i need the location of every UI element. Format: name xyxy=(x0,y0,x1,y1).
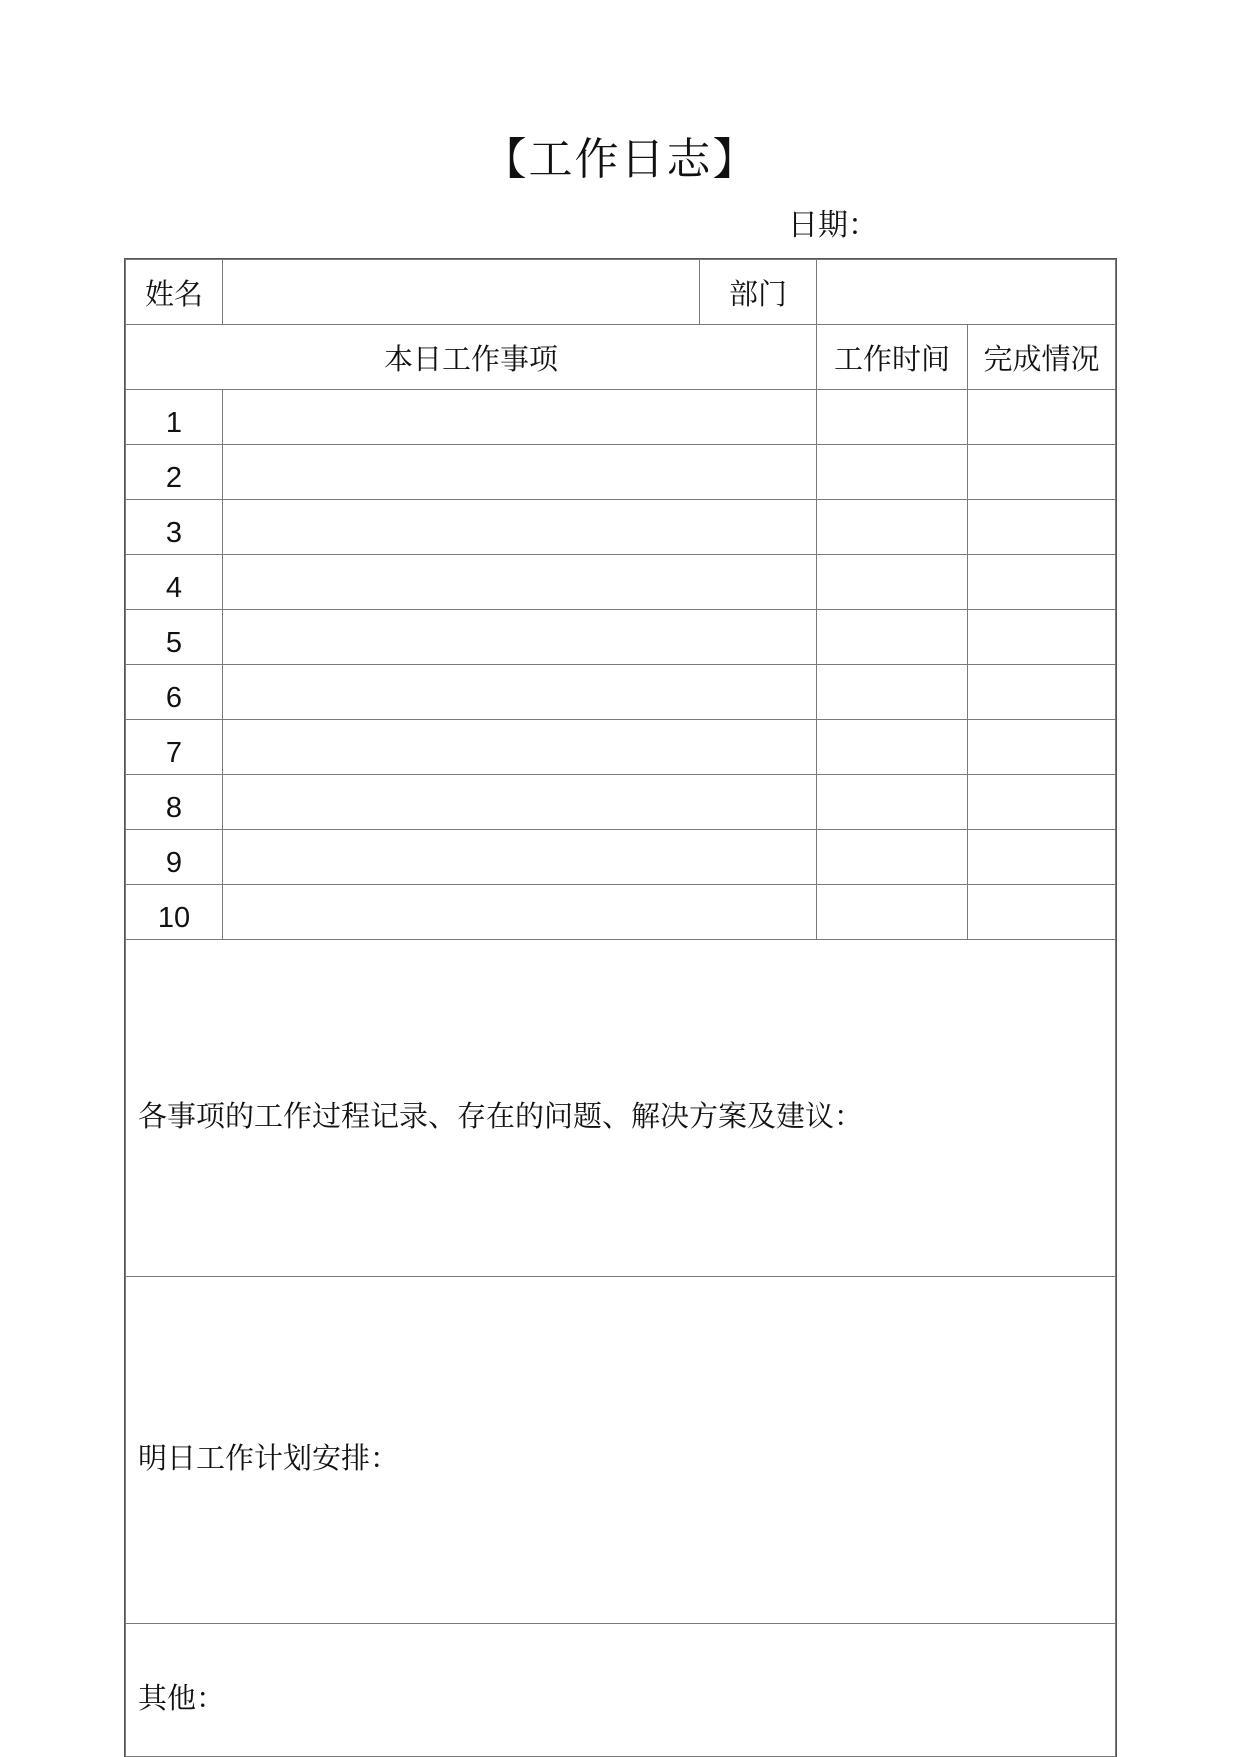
status-cell[interactable] xyxy=(968,610,1116,665)
table-row xyxy=(126,885,1116,940)
time-cell[interactable] xyxy=(817,775,968,830)
status-cell[interactable] xyxy=(968,830,1116,885)
column-header-row xyxy=(126,325,1116,390)
time-cell[interactable] xyxy=(817,665,968,720)
header-row xyxy=(126,260,1116,325)
row-number: 10 xyxy=(126,885,223,940)
item-cell[interactable] xyxy=(223,665,817,720)
table-row xyxy=(126,830,1116,885)
item-cell[interactable] xyxy=(223,830,817,885)
other-row xyxy=(126,1624,1116,1757)
row-number: 8 xyxy=(126,775,223,830)
table-row xyxy=(126,445,1116,500)
table-row xyxy=(126,610,1116,665)
status-cell[interactable] xyxy=(968,555,1116,610)
row-number: 6 xyxy=(126,665,223,720)
notes-section[interactable]: 各事项的工作过程记录、存在的问题、解决方案及建议： xyxy=(126,940,1116,1277)
time-cell[interactable] xyxy=(817,720,968,775)
time-cell[interactable] xyxy=(817,500,968,555)
table-row xyxy=(126,555,1116,610)
status-cell[interactable] xyxy=(968,885,1116,940)
plan-section[interactable]: 明日工作计划安排： xyxy=(126,1277,1116,1624)
table-row xyxy=(126,390,1116,445)
row-number: 2 xyxy=(126,445,223,500)
col-header-items: 本日工作事项 xyxy=(126,325,817,390)
row-number: 4 xyxy=(126,555,223,610)
row-number: 5 xyxy=(126,610,223,665)
item-cell[interactable] xyxy=(223,555,817,610)
item-cell[interactable] xyxy=(223,775,817,830)
table-row xyxy=(126,500,1116,555)
department-label: 部门 xyxy=(700,260,817,325)
col-header-status: 完成情况 xyxy=(968,325,1116,390)
table-row xyxy=(126,665,1116,720)
date-label: 日期： xyxy=(788,208,878,243)
document-title: 【工作日志】 xyxy=(482,134,759,185)
time-cell[interactable] xyxy=(817,885,968,940)
table-row xyxy=(126,720,1116,775)
status-cell[interactable] xyxy=(968,665,1116,720)
row-number: 3 xyxy=(126,500,223,555)
status-cell[interactable] xyxy=(968,720,1116,775)
notes-row xyxy=(126,940,1116,1277)
row-number: 7 xyxy=(126,720,223,775)
item-cell[interactable] xyxy=(223,500,817,555)
row-number: 1 xyxy=(126,390,223,445)
other-section[interactable]: 其他： xyxy=(126,1624,1116,1757)
row-number: 9 xyxy=(126,830,223,885)
time-cell[interactable] xyxy=(817,445,968,500)
status-cell[interactable] xyxy=(968,445,1116,500)
name-field[interactable] xyxy=(223,260,700,325)
item-cell[interactable] xyxy=(223,885,817,940)
status-cell[interactable] xyxy=(968,390,1116,445)
col-header-time: 工作时间 xyxy=(817,325,968,390)
time-cell[interactable] xyxy=(817,610,968,665)
plan-row xyxy=(126,1277,1116,1624)
time-cell[interactable] xyxy=(817,830,968,885)
work-log-table xyxy=(125,259,1116,1757)
department-field[interactable] xyxy=(817,260,1116,325)
status-cell[interactable] xyxy=(968,775,1116,830)
time-cell[interactable] xyxy=(817,555,968,610)
table-row xyxy=(126,775,1116,830)
time-cell[interactable] xyxy=(817,390,968,445)
name-label: 姓名 xyxy=(126,260,223,325)
item-cell[interactable] xyxy=(223,610,817,665)
status-cell[interactable] xyxy=(968,500,1116,555)
item-cell[interactable] xyxy=(223,390,817,445)
item-cell[interactable] xyxy=(223,445,817,500)
item-cell[interactable] xyxy=(223,720,817,775)
